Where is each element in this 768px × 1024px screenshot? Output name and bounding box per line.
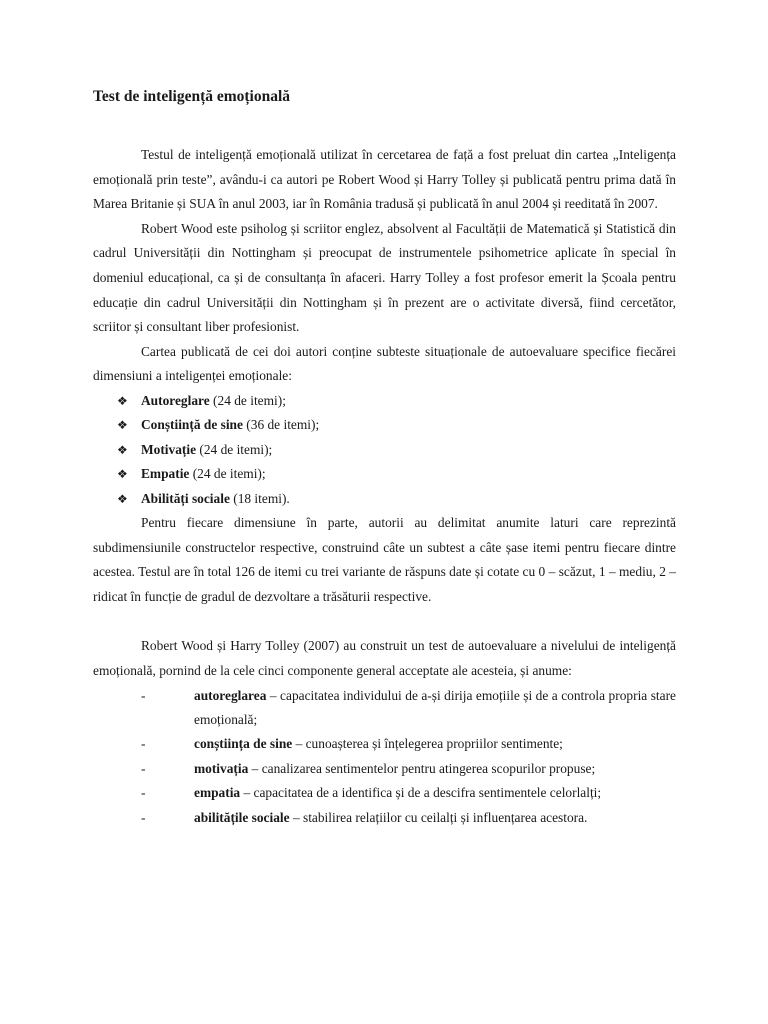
bullet-term: Abilități sociale (141, 490, 230, 506)
diamond-bullet-icon: ❖ (117, 393, 128, 408)
dash-rest: – cunoașterea și înțelegerea propriilor sentimente; (292, 736, 563, 752)
dash-term: empatia (194, 785, 241, 801)
dash-marker: - (141, 687, 146, 703)
dash-marker: - (141, 809, 146, 825)
list-item (93, 684, 676, 733)
bullet-rest: (36 de itemi); (242, 417, 320, 433)
list-item (93, 781, 676, 805)
dash-marker: - (141, 785, 146, 801)
dash-marker: - (141, 760, 146, 776)
diamond-bullet-icon: ❖ (117, 491, 128, 506)
paragraph-intro: Testul de inteligență emoțională utilizat în cercetarea de față a fost preluat din cartea „Inteligența emoțională prin teste”, avându-i ca autori pe Robert Wood și Harry Tolley și publicată pentru prima dată în Marea Britanie și SUA în anul 2003, iar în România tradusă și publicată în anul 2004 și reeditată în 2007. (93, 147, 676, 212)
bullet-term: Autoreglare (141, 392, 210, 408)
list-item (117, 487, 676, 511)
paragraph-authors: Robert Wood este psiholog și scriitor englez, absolvent al Facultății de Matematică și Statistică din cadrul Universității din Nottingham și preocupat de instrumentele psihometrice aplicate în special în domeniul educațional, ca și de consultanța în afaceri. Harry Tolley a fost profesor emerit la Școala pentru educație din cadrul Universității din Nottingham și în prezent are o activitate diversă, fiind cercetător, scriitor și consultant liber profesionist. (93, 220, 676, 335)
list-item (93, 806, 676, 830)
diamond-bullet-icon: ❖ (117, 418, 128, 433)
paragraph-subtests: Cartea publicată de cei doi autori conține subteste situaționale de autoevaluare specifice fiecărei dimensiuni a inteligenței emoționale: (93, 343, 676, 384)
bullet-rest: (18 itemi). (229, 490, 290, 506)
list-item (117, 389, 676, 413)
dash-term: autoreglarea (194, 687, 267, 703)
list-item (117, 438, 676, 462)
dimension-bullet-list (93, 389, 676, 511)
bullet-rest: (24 de itemi); (209, 392, 286, 408)
list-item (93, 732, 676, 756)
document-title: Test de inteligență emoțională (93, 88, 291, 105)
dash-rest: – capacitatea de a identifica și de a descifra sentimentele celorlalți; (240, 785, 602, 801)
diamond-bullet-icon: ❖ (117, 467, 128, 482)
bullet-term: Empatie (141, 466, 190, 482)
paragraph-spacer (93, 609, 676, 634)
diamond-bullet-icon: ❖ (117, 442, 128, 457)
dash-term: abilitățile sociale (194, 809, 290, 825)
bullet-term: Conștiință de sine (141, 417, 243, 433)
paragraph-components: Robert Wood și Harry Tolley (2007) au construit un test de autoevaluare a nivelului de inteligență emoțională, pornind de la cele cinci componente general acceptate ale acesteia, și anume: (93, 638, 676, 678)
component-dash-list (93, 684, 676, 830)
dash-rest: – canalizarea sentimentelor pentru atingerea scopurilor propuse; (248, 760, 596, 776)
list-item (117, 462, 676, 486)
dash-marker: - (141, 736, 146, 752)
dash-rest: – stabilirea relațiilor cu ceilalți și influențarea acestora. (289, 809, 588, 825)
dash-rest: – capacitatea individului de a-și dirija emoțiile și de a controla propria stare emoțională; (194, 687, 676, 727)
bullet-term: Motivație (141, 441, 197, 457)
dash-term: motivația (194, 760, 249, 776)
dash-term: conștiința de sine (194, 736, 293, 752)
bullet-rest: (24 de itemi); (196, 441, 273, 457)
paragraph-dimensions: Pentru fiecare dimensiune în parte, autorii au delimitat anumite laturi care reprezintă subdimensiunile constructelor respective, construind câte un subtest a câte șase itemi pentru fiecare dintre acestea. Testul are în total 126 de itemi cu trei variante de răspuns date și cotate cu 0 – scăzut, 1 – mediu, 2 – ridicat în funcție de gradul de dezvoltare a trăsăturii respective. (93, 514, 676, 604)
bullet-rest: (24 de itemi); (189, 466, 266, 482)
list-item (117, 413, 676, 437)
list-item (93, 757, 676, 781)
